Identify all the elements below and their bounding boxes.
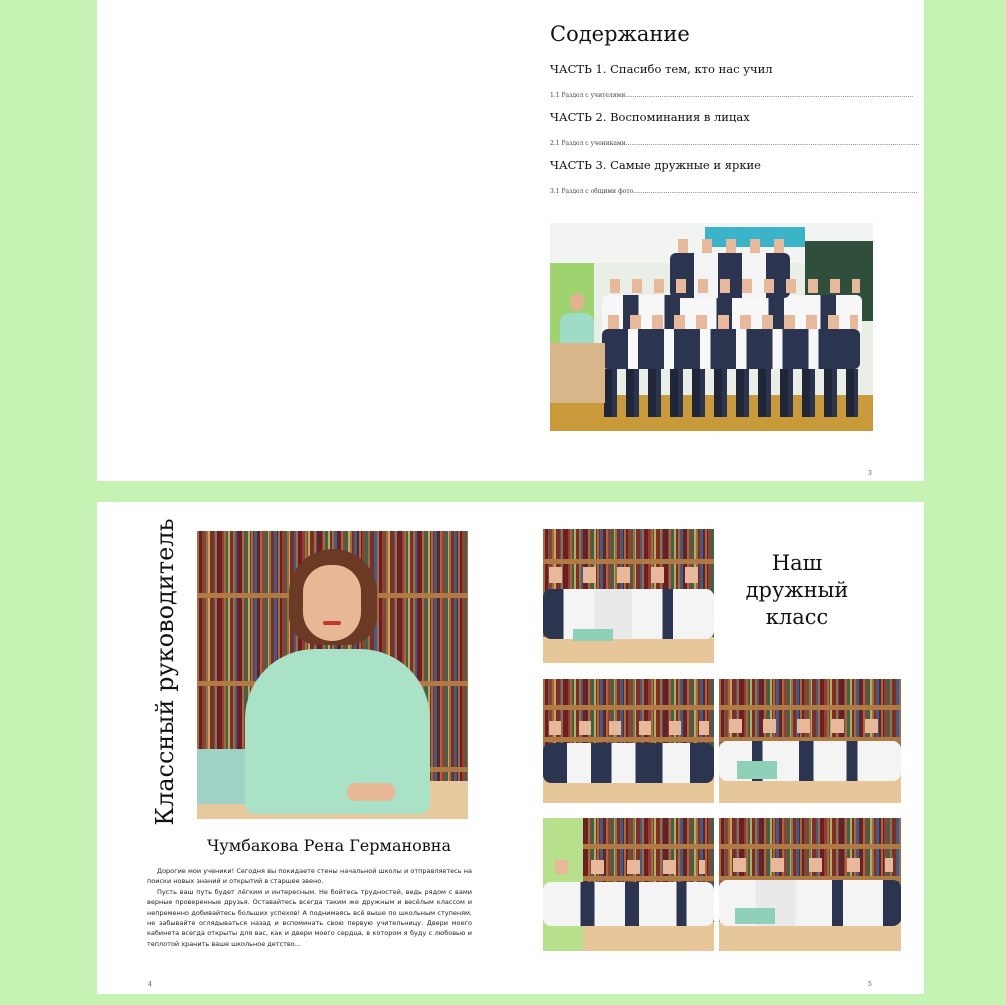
toc-sub-1: 1.1 Раздел с учителями....................................................................................................................................................... bbox=[550, 92, 914, 99]
toc-part-3: ЧАСТЬ 3. Самые дружные и яркие bbox=[550, 158, 761, 172]
teacher-message-p2: Пусть ваш путь будет лёгким и интересным. Не бойтесь трудностей, ведь рядом с вами верные проверенные друзья. Оставайтесь всегда таким же дружным и весёлым классом и непременно добивайтесь больших успехов! А поднимаясь всё выше по школьным ступеням, не забывайте оглядываться назад и вспоминать свою первую учительницу. Двери моего кабинета всегда открыты для вас, как и двери моего сердца, в котором я буду с любовью и теплотой хранить ваше школьное детство... bbox=[147, 887, 472, 948]
spread-teacher-class bbox=[97, 502, 924, 994]
toc-sub-2: 2.1 Раздел с учениками.......................................................................................................................................................... bbox=[550, 140, 920, 147]
toc-part-1: ЧАСТЬ 1. Спасибо тем, кто нас учил bbox=[550, 62, 773, 76]
teacher-portrait bbox=[197, 531, 468, 819]
page-number: 5 bbox=[868, 981, 872, 988]
class-group-photo bbox=[550, 223, 873, 431]
class-photo-1 bbox=[543, 529, 714, 663]
page-number: 4 bbox=[148, 981, 152, 988]
teacher-message bbox=[147, 866, 472, 949]
toc-title: Содержание bbox=[550, 22, 690, 46]
vertical-section-title: Классный руководитель bbox=[151, 518, 179, 826]
class-photo-4 bbox=[543, 818, 714, 951]
teacher-name: Чумбакова Рена Германовна bbox=[207, 836, 451, 855]
toc-sub-3: 3.1 Раздел с общими фото..................................................................................................................................................... bbox=[550, 188, 918, 195]
teacher-message-p1: Дорогие мои ученики! Сегодня вы покидаете стены начальной школы и отправляетесь на поиски новых знаний и открытий в старшее звено. bbox=[147, 867, 472, 886]
class-photo-2 bbox=[543, 679, 714, 803]
class-title: Наш дружный класс bbox=[745, 551, 849, 629]
toc-part-2: ЧАСТЬ 2. Воспоминания в лицах bbox=[550, 110, 750, 124]
page-number: 3 bbox=[868, 470, 872, 477]
class-photo-3 bbox=[719, 679, 901, 803]
class-photo-5 bbox=[719, 818, 901, 951]
spread-contents bbox=[97, 0, 924, 481]
